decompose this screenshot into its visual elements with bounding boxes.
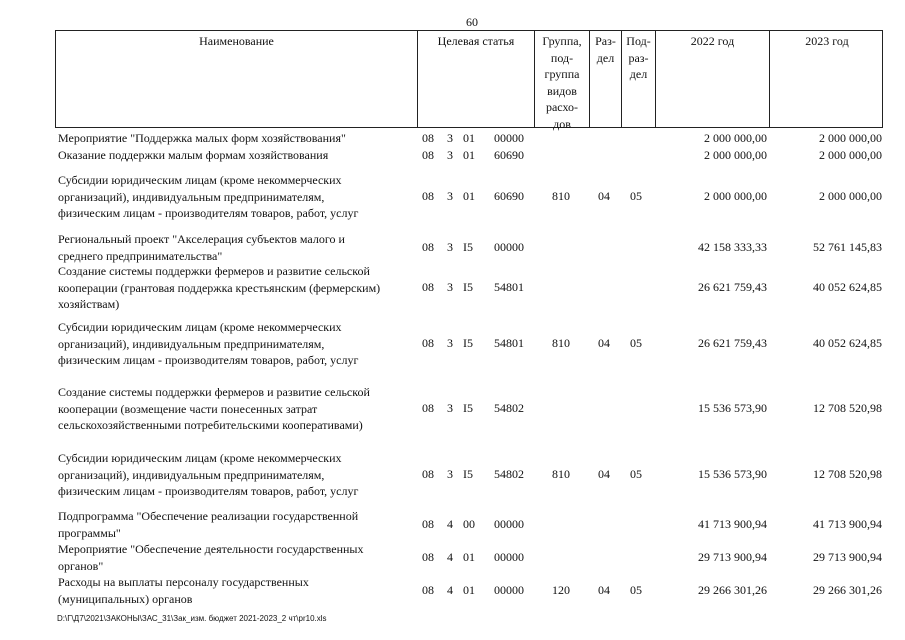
row-amount-2022: 2 000 000,00: [704, 189, 767, 203]
row-code-subprogram: 3: [447, 336, 453, 350]
row-code-program: 08: [422, 550, 434, 564]
header-target: Целевая статья: [417, 31, 534, 127]
row-expense-group: 120: [552, 583, 570, 597]
row-code-main: 01: [463, 189, 475, 203]
row-code-direction: 00000: [494, 550, 524, 564]
header-group-line: расхо-: [545, 100, 579, 114]
row-amount-2022: 41 713 900,94: [698, 517, 767, 531]
header-group-line: дов: [553, 116, 571, 131]
row-amount-2022: 26 621 759,43: [698, 336, 767, 350]
row-name-line: Субсидии юридическим лицам (кроме некоммерческих: [58, 451, 342, 465]
row-code-subprogram: 3: [447, 131, 453, 145]
row-name-line: Создание системы поддержки фермеров и развитие сельской: [58, 264, 370, 278]
row-name-line: Субсидии юридическим лицам (кроме некоммерческих: [58, 173, 342, 187]
row-code-direction: 00000: [494, 240, 524, 254]
row-expense-group: 810: [552, 467, 570, 481]
row-amount-2023: 12 708 520,98: [813, 401, 882, 415]
row-name-line: Мероприятие "Поддержка малых форм хозяйствования": [58, 131, 346, 145]
row-code-subprogram: 4: [447, 550, 453, 564]
row-amount-2022: 42 158 333,33: [698, 240, 767, 254]
header-razdel-line: дел: [596, 50, 615, 65]
row-name-line: Подпрограмма "Обеспечение реализации государственной: [58, 509, 359, 523]
row-code-main: 00: [463, 517, 475, 531]
row-code-subprogram: 3: [447, 189, 453, 203]
row-podrazdel: 05: [630, 336, 642, 350]
row-code-direction: 00000: [494, 517, 524, 531]
row-amount-2023: 52 761 145,83: [813, 240, 882, 254]
row-code-program: 08: [422, 517, 434, 531]
row-amount-2023: 12 708 520,98: [813, 467, 882, 481]
header-group-line: группа: [544, 67, 580, 81]
row-code-program: 08: [422, 336, 434, 350]
row-code-direction: 00000: [494, 583, 524, 597]
row-razdel: 04: [598, 467, 610, 481]
row-name-line: хозяйствам): [58, 297, 120, 311]
row-amount-2023: 29 713 900,94: [813, 550, 882, 564]
row-code-direction: 60690: [494, 148, 524, 162]
row-amount-2022: 26 621 759,43: [698, 280, 767, 294]
row-code-direction: 00000: [494, 131, 524, 145]
row-amount-2023: 29 266 301,26: [813, 583, 882, 597]
row-name-line: физическим лицам - производителям товаров, работ, услуг: [58, 484, 359, 498]
row-code-subprogram: 3: [447, 467, 453, 481]
row-name: [58, 508, 416, 541]
row-podrazdel: 05: [630, 583, 642, 597]
row-expense-group: 810: [552, 189, 570, 203]
header-name: Наименование: [199, 34, 274, 48]
row-amount-2022: 29 713 900,94: [698, 550, 767, 564]
row-name: [58, 574, 416, 607]
header-podrazdel-line: Под-: [626, 34, 651, 48]
row-name-line: физическим лицам - производителям товаров, работ, услуг: [58, 353, 359, 367]
row-code-program: 08: [422, 401, 434, 415]
row-amount-2022: 15 536 573,90: [698, 467, 767, 481]
row-name: [58, 147, 416, 164]
row-code-main: I5: [463, 467, 473, 481]
row-name-line: Региональный проект "Акселерация субъектов малого и: [58, 232, 345, 246]
row-code-main: 01: [463, 583, 475, 597]
row-amount-2022: 29 266 301,26: [698, 583, 767, 597]
row-amount-2022: 2 000 000,00: [704, 148, 767, 162]
row-amount-2023: 40 052 624,85: [813, 280, 882, 294]
row-name: [58, 130, 416, 147]
row-name-line: Оказание поддержки малым формам хозяйствования: [58, 148, 329, 162]
header-podrazdel-line: дел: [629, 67, 648, 81]
row-amount-2023: 2 000 000,00: [819, 131, 882, 145]
row-name-line: физическим лицам - производителям товаров, работ, услуг: [58, 206, 359, 220]
row-code-program: 08: [422, 148, 434, 162]
row-code-main: I5: [463, 280, 473, 294]
footer-file-path: D:\Г\Д7\2021\ЗАКОНЫ\ЗАС_31\Зак_изм. бюджет 2021-2023_2 чт\pr10.xls: [57, 614, 327, 623]
row-name: [58, 384, 416, 434]
header-2023: 2023 год: [769, 31, 884, 127]
row-name-line: Мероприятие "Обеспечение деятельности государственных: [58, 542, 364, 556]
row-name: [58, 541, 416, 574]
row-name-line: программы": [58, 525, 121, 540]
row-code-subprogram: 3: [447, 280, 453, 294]
row-name: [58, 319, 416, 369]
header-group-line: под-: [550, 50, 574, 65]
row-code-program: 08: [422, 467, 434, 481]
row-name: [58, 263, 416, 313]
header-2022: 2022 год: [655, 31, 769, 127]
row-name-line: организаций), индивидуальным предпринимателям,: [58, 189, 325, 204]
row-code-direction: 54802: [494, 401, 524, 415]
row-name-line: Субсидии юридическим лицам (кроме некоммерческих: [58, 320, 342, 334]
row-code-direction: 60690: [494, 189, 524, 203]
row-amount-2022: 2 000 000,00: [704, 131, 767, 145]
row-name-line: среднего предпринимательства": [58, 248, 223, 263]
row-code-direction: 54802: [494, 467, 524, 481]
page-number: 60: [466, 15, 478, 29]
row-name-line: организаций), индивидуальным предпринимателям,: [58, 336, 325, 351]
header-razdel-line: Раз-: [595, 34, 616, 48]
header-group-line: видов: [547, 83, 577, 98]
row-name: [58, 450, 416, 500]
row-code-main: 01: [463, 131, 475, 145]
row-name-line: (муниципальных) органов: [58, 591, 193, 606]
row-razdel: 04: [598, 583, 610, 597]
row-name-line: кооперации (грантовая поддержка крестьянским (фермерским): [58, 280, 381, 295]
row-code-program: 08: [422, 189, 434, 203]
row-podrazdel: 05: [630, 467, 642, 481]
row-podrazdel: 05: [630, 189, 642, 203]
header-podrazdel-line: раз-: [628, 50, 649, 65]
row-code-program: 08: [422, 583, 434, 597]
row-code-main: 01: [463, 550, 475, 564]
row-name-line: кооперации (возмещение части понесенных затрат: [58, 401, 318, 416]
row-amount-2023: 40 052 624,85: [813, 336, 882, 350]
row-name-line: сельскохозяйственными потребительскими кооперативами): [58, 418, 363, 432]
row-name-line: организаций), индивидуальным предпринимателям,: [58, 467, 325, 482]
row-code-main: I5: [463, 401, 473, 415]
row-amount-2023: 2 000 000,00: [819, 148, 882, 162]
row-code-subprogram: 3: [447, 240, 453, 254]
row-code-subprogram: 3: [447, 148, 453, 162]
row-code-direction: 54801: [494, 336, 524, 350]
row-name: [58, 231, 416, 264]
row-razdel: 04: [598, 189, 610, 203]
row-code-subprogram: 4: [447, 583, 453, 597]
row-name: [58, 172, 416, 222]
row-code-program: 08: [422, 131, 434, 145]
row-code-direction: 54801: [494, 280, 524, 294]
row-amount-2023: 2 000 000,00: [819, 189, 882, 203]
row-code-main: I5: [463, 336, 473, 350]
row-name-line: Создание системы поддержки фермеров и развитие сельской: [58, 385, 370, 399]
row-code-main: I5: [463, 240, 473, 254]
row-code-subprogram: 3: [447, 401, 453, 415]
row-code-main: 01: [463, 148, 475, 162]
header-group-line: Группа,: [542, 34, 582, 48]
row-amount-2023: 41 713 900,94: [813, 517, 882, 531]
row-code-program: 08: [422, 280, 434, 294]
row-code-subprogram: 4: [447, 517, 453, 531]
row-amount-2022: 15 536 573,90: [698, 401, 767, 415]
row-expense-group: 810: [552, 336, 570, 350]
row-razdel: 04: [598, 336, 610, 350]
row-code-program: 08: [422, 240, 434, 254]
row-name-line: органов": [58, 558, 104, 573]
row-name-line: Расходы на выплаты персоналу государственных: [58, 575, 309, 589]
